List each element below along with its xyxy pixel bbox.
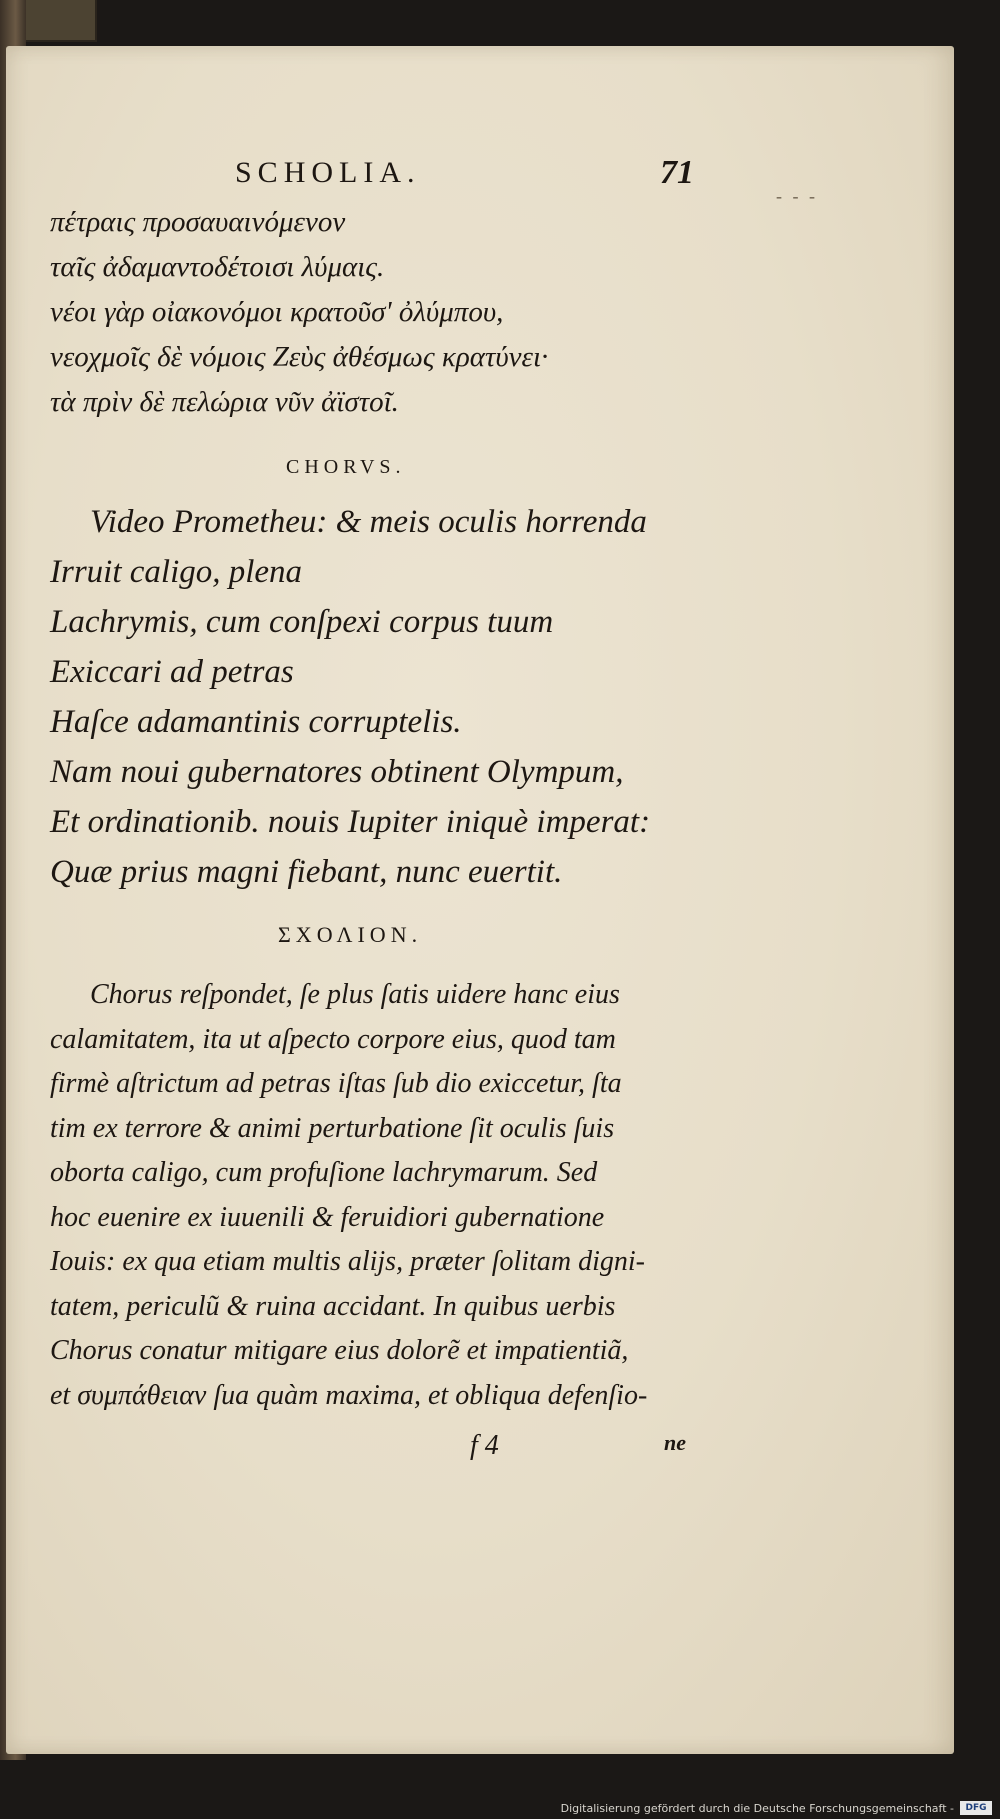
- scholion-line: tim ex terrore & animi perturbatione ſit oculis ſuis: [50, 1112, 615, 1144]
- greek-verse-block: [50, 200, 710, 425]
- scholion-line: Chorus reſpondet, ſe plus ſatis uidere hanc eius: [90, 979, 620, 1010]
- greek-line: ταῖς ἀδαμαντοδέτοισι λύμαις.: [50, 251, 385, 283]
- greek-line: τὰ πρὶν δὲ πελώρια νῦν ἀϊστοῖ.: [50, 386, 399, 418]
- margin-marks: - - -: [776, 186, 818, 206]
- verse-line: Haſce adamantinis corruptelis.: [50, 704, 462, 740]
- scholion-line: tatem, periculũ & ruina accidant. In quibus uerbis: [50, 1290, 616, 1322]
- scholion-line: et συμπάθειαν ſua quàm maxima, et obliqua defenſio-: [50, 1379, 648, 1411]
- verse-line: Quæ prius magni fiebant, nunc euertit.: [50, 854, 563, 890]
- verse-line: Lachrymis, cum conſpexi corpus tuum: [50, 604, 554, 640]
- folio-number: 71: [660, 154, 694, 191]
- page-text-block: [50, 156, 710, 1474]
- scholion-line: Iouis: ex qua etiam multis alijs, præter ſolitam digni-: [50, 1246, 645, 1277]
- page-header: [50, 156, 710, 200]
- verse-line: Et ordinationib. nouis Iupiter iniquè imperat:: [50, 804, 651, 840]
- scholion-paragraph: [50, 973, 710, 1418]
- scholion-line: firmè aſtrictum ad petras iſtas ſub dio exiccetur, ſta: [50, 1068, 622, 1099]
- verse-line: Video Prometheu: & meis oculis horrenda: [90, 504, 647, 540]
- dfg-logo-badge: DFG: [960, 1801, 992, 1815]
- digitization-note: Digitalisierung gefördert durch die Deutsche Forschungsgemeinschaft -: [560, 1802, 954, 1815]
- scholion-line: Chorus conatur mitigare eius dolorẽ et impatientiã,: [50, 1335, 629, 1366]
- digitization-bar: [0, 1795, 1000, 1819]
- greek-line: πέτραις προσαυαινόμενον: [50, 206, 346, 238]
- chorus-heading: CHORVS.: [286, 456, 406, 478]
- scholion-line: calamitatem, ita ut aſpecto corpore eius, quod tam: [50, 1023, 616, 1055]
- signature-mark: f 4: [470, 1430, 499, 1461]
- greek-line: νέοι γὰρ οἰακονόμοι κρατοῦσ' ὀλύμπου,: [50, 296, 504, 328]
- paper-page: [6, 46, 954, 1754]
- scholion-line: oborta caligo, cum profuſione lachrymarum. Sed: [50, 1157, 598, 1188]
- catchword: ne: [664, 1430, 686, 1455]
- verse-line: Exiccari ad petras: [50, 654, 294, 690]
- verse-line: Irruit caligo, plena: [50, 554, 303, 590]
- latin-verse-block: [50, 497, 710, 897]
- running-head: SCHOLIA.: [235, 156, 421, 189]
- page-footer: [50, 1424, 710, 1474]
- verse-line: Nam noui gubernatores obtinent Olympum,: [50, 754, 624, 790]
- scholion-line: hoc euenire ex iuuenili & feruidiori gubernatione: [50, 1201, 605, 1233]
- scholion-heading: ΣΧΟΛΙΟΝ.: [278, 922, 423, 947]
- greek-line: νεοχμοῖς δὲ νόμοις Ζεὺς ἀθέσμως κρατύνει·: [50, 341, 549, 373]
